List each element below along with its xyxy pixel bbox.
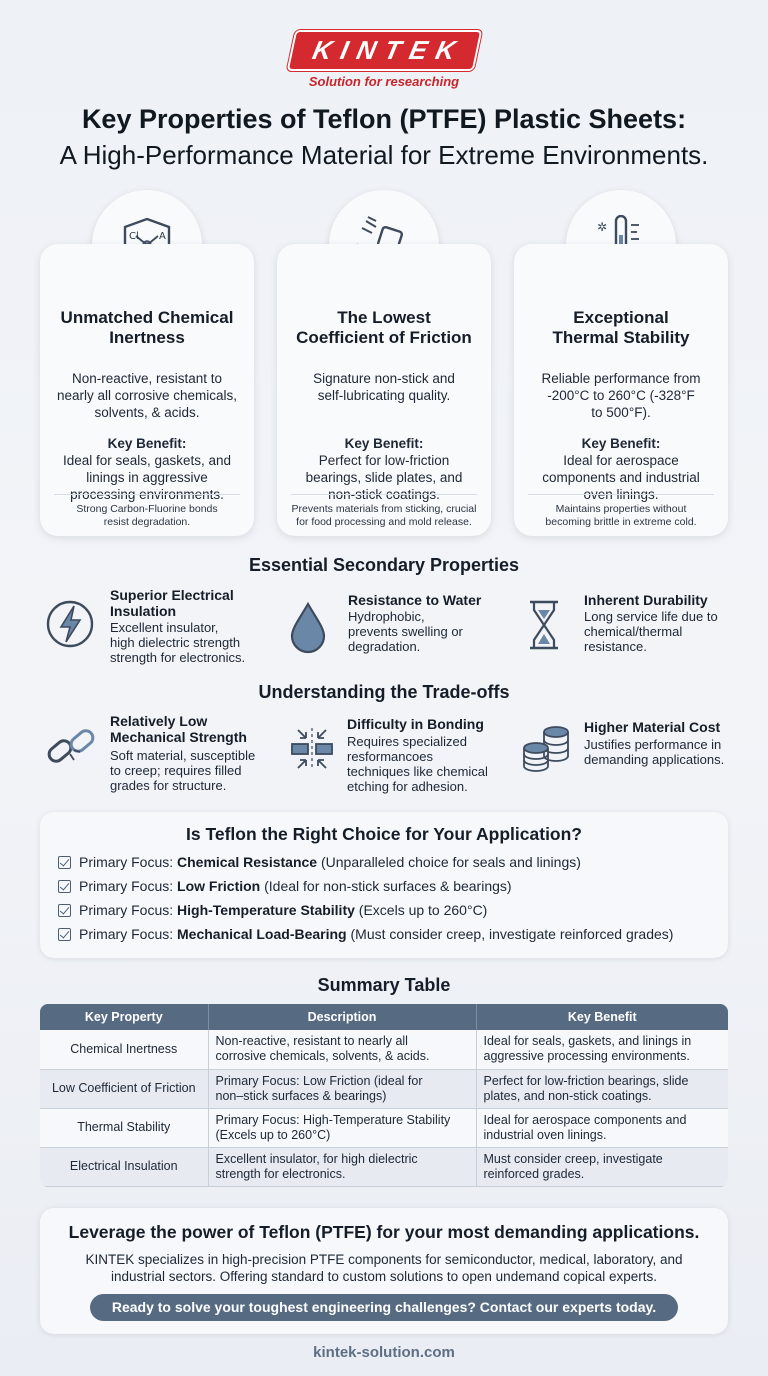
key-benefit-label: Key Benefit: xyxy=(107,436,187,451)
card-note: Maintains properties without becoming brittle in extreme cold. xyxy=(528,494,714,529)
table-row xyxy=(40,1069,728,1108)
card-description: Reliable performance from -200°C to 260°C (-328°F to 500°F). xyxy=(541,371,701,420)
cell-description: Primary Focus: Low Friction (ideal for non–stick surfaces & bearings) xyxy=(208,1069,476,1108)
bonding-gap-icon xyxy=(288,724,336,774)
column-header: Key Property xyxy=(40,1004,208,1030)
table-row xyxy=(40,1030,728,1069)
secondary-item-durability xyxy=(526,592,736,666)
decision-item: Primary Focus: Chemical Resistance (Unparalleled choice for seals and linings) xyxy=(58,854,581,870)
checkbox-icon xyxy=(58,856,71,869)
decision-panel xyxy=(40,812,728,958)
cta-heading: Leverage the power of Teflon (PTFE) for your most demanding applications. xyxy=(68,1222,700,1242)
cell-property: Electrical Insulation xyxy=(40,1147,208,1186)
key-benefit-label: Key Benefit: xyxy=(581,436,661,451)
item-description: Soft material, susceptible to creep; requires filled grades for structure. xyxy=(110,748,256,793)
card-note: Strong Carbon-Fluorine bonds resist degradation. xyxy=(54,494,240,529)
cell-description: Excellent insulator, for high dielectric strength for electronics. xyxy=(208,1147,476,1186)
checkbox-icon xyxy=(58,880,71,893)
tradeoff-item-bonding xyxy=(288,716,518,794)
table-row xyxy=(40,1108,728,1147)
item-description: Requires specialized resformancoes techniques like chemical etching for adhesion. xyxy=(347,734,488,794)
key-benefit-text: Perfect for low-friction bearings, slide plates, and non-stick coatings. xyxy=(305,453,463,502)
coins-icon xyxy=(520,722,572,772)
item-title: Resistance to Water xyxy=(348,592,482,608)
key-benefit-label: Key Benefit: xyxy=(344,436,424,451)
item-title: Inherent Durability xyxy=(584,592,708,608)
card-low-friction xyxy=(277,244,491,536)
item-description: Long service life due to chemical/thermal resistance. xyxy=(584,609,718,654)
key-benefit-text: Ideal for seals, gaskets, and linings in aggressive processing environments. xyxy=(62,453,232,502)
decision-item: Primary Focus: Low Friction (Ideal for non-stick surfaces & bearings) xyxy=(58,878,512,894)
item-title-2: Mechanical Strength xyxy=(110,729,247,745)
key-benefit-text: Ideal for aerospace components and industrial oven linings. xyxy=(542,453,700,502)
checkbox-icon xyxy=(58,928,71,941)
svg-text:A: A xyxy=(159,231,166,242)
page-title: Key Properties of Teflon (PTFE) Plastic Sheets: xyxy=(81,104,687,134)
summary-heading: Summary Table xyxy=(317,975,451,995)
cell-benefit: Must consider creep, investigate reinforced grades. xyxy=(476,1147,728,1186)
column-header: Key Benefit xyxy=(476,1004,728,1030)
cta-panel xyxy=(40,1208,728,1334)
card-description: Signature non-stick and self-lubricating quality. xyxy=(313,371,455,403)
secondary-item-water xyxy=(288,592,498,666)
card-title: Exceptional Thermal Stability xyxy=(552,308,690,347)
tradeoffs-heading: Understanding the Trade-offs xyxy=(258,682,510,702)
card-title: Unmatched Chemical Inertness xyxy=(60,308,234,347)
card-chemical-inertness xyxy=(40,244,254,536)
table-row xyxy=(40,1147,728,1186)
water-drop-icon xyxy=(288,600,328,654)
cell-benefit: Ideal for seals, gaskets, and linings in aggressive processing environments. xyxy=(476,1030,728,1069)
cell-description: Primary Focus: High-Temperature Stability (Excels up to 260°C) xyxy=(208,1108,476,1147)
cell-property: Thermal Stability xyxy=(40,1108,208,1147)
brand-name: KINTEK xyxy=(289,32,480,69)
secondary-heading: Essential Secondary Properties xyxy=(248,555,520,575)
broken-chain-icon xyxy=(44,724,98,774)
item-title: Difficulty in Bonding xyxy=(347,716,484,732)
tradeoff-item-cost xyxy=(520,719,740,794)
svg-text:Cl: Cl xyxy=(129,231,139,242)
item-title: Higher Material Cost xyxy=(584,719,721,735)
cell-property: Chemical Inertness xyxy=(40,1030,208,1069)
cell-benefit: Ideal for aerospace components and industrial oven linings. xyxy=(476,1108,728,1147)
summary-table xyxy=(40,1004,728,1187)
cell-property: Low Coefficient of Friction xyxy=(40,1069,208,1108)
brand-tagline: Solution for researching xyxy=(308,74,460,89)
tradeoff-item-strength xyxy=(44,713,274,794)
decision-item: Primary Focus: Mechanical Load-Bearing (Must consider creep, investigate reinforced grades) xyxy=(58,926,673,942)
contact-experts-button[interactable]: Ready to solve your toughest engineering challenges? Contact our experts today. xyxy=(90,1294,678,1321)
item-description: Excellent insulator, high dielectric strength strength for electronics. xyxy=(110,620,246,665)
cell-benefit: Perfect for low-friction bearings, slide plates, and non-stick coatings. xyxy=(476,1069,728,1108)
item-title-2: Insulation xyxy=(110,603,177,619)
hourglass-icon xyxy=(526,598,562,652)
checkbox-icon xyxy=(58,904,71,917)
card-thermal-stability xyxy=(514,244,728,536)
card-note: Prevents materials from sticking, crucial for food processing and mold release. xyxy=(291,494,477,529)
column-header: Description xyxy=(208,1004,476,1030)
lightning-icon xyxy=(44,596,98,650)
cta-body: KINTEK specializes in high-precision PTFE components for semiconductor, medical, laboratory, and industrial sectors. Offering standard to custom solutions to open undemand copical experts. xyxy=(85,1252,683,1284)
svg-text:✲: ✲ xyxy=(597,220,608,234)
decision-heading: Is Teflon the Right Choice for Your Application? xyxy=(185,824,582,844)
decision-item: Primary Focus: High-Temperature Stability (Excels up to 260°C) xyxy=(58,902,487,918)
cell-description: Non-reactive, resistant to nearly all corrosive chemicals, solvents, & acids. xyxy=(208,1030,476,1069)
footer-link[interactable]: kintek-solution.com xyxy=(313,1344,455,1361)
item-title: Superior Electrical xyxy=(110,587,234,603)
brand-logo xyxy=(0,32,768,89)
secondary-item-electrical xyxy=(44,587,274,666)
item-description: Hydrophobic, prevents swelling or degradation. xyxy=(348,609,463,654)
card-title: The Lowest Coefficient of Friction xyxy=(296,308,472,347)
item-title: Relatively Low xyxy=(110,713,208,729)
item-description: Justifies performance in demanding applications. xyxy=(584,737,725,767)
page-subtitle: A High-Performance Material for Extreme Environments. xyxy=(59,140,709,170)
card-description: Non-reactive, resistant to nearly all corrosive chemicals, solvents, & acids. xyxy=(56,371,238,420)
